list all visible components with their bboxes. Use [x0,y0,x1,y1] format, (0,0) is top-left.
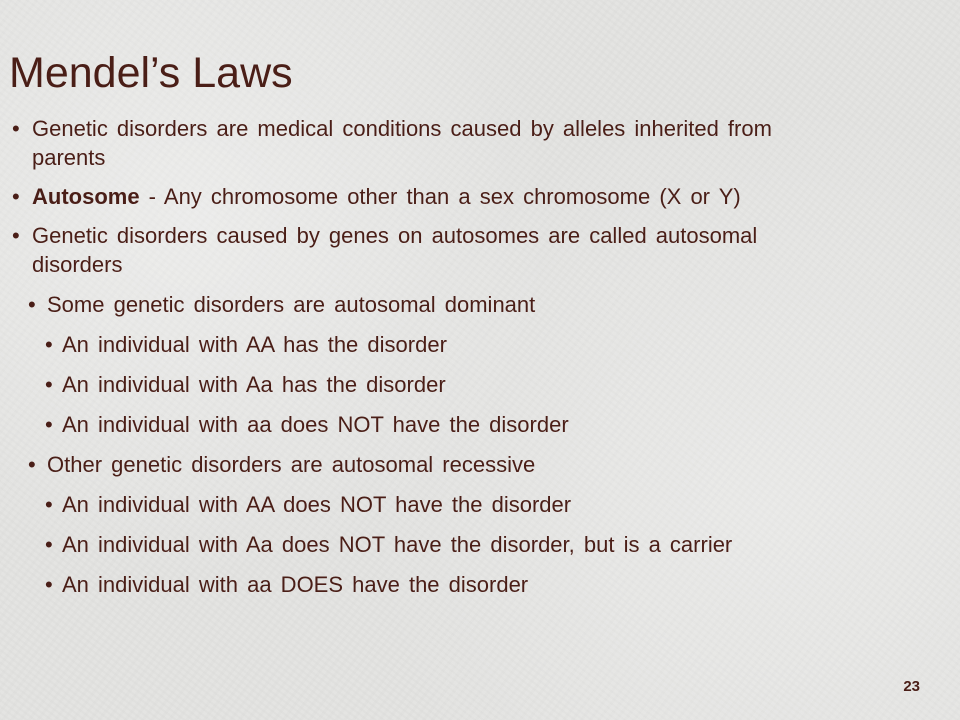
sub-sub-bullet-item [12,570,852,599]
page-number: 23 [903,678,920,695]
bullet-icon: • [12,223,20,248]
bullet-icon: • [28,452,36,477]
bullet-icon: • [45,572,53,597]
bullet-term: Autosome [32,184,140,209]
bullet-text: An individual with Aa does NOT have the disorder, but is a carrier [62,532,733,557]
bullet-item [12,182,842,211]
sub-sub-bullet-item [12,490,852,519]
bullet-icon: • [12,116,20,141]
bullet-icon: • [12,184,20,209]
bullet-item [12,114,842,172]
bullet-icon: • [28,292,36,317]
bullet-text: An individual with AA has the disorder [62,332,447,357]
bullet-list [12,114,912,599]
bullet-icon: • [45,412,53,437]
bullet-text: An individual with aa does NOT have the disorder [62,412,569,437]
bullet-icon: • [45,492,53,517]
bullet-text: An individual with Aa has the disorder [62,372,446,397]
slide-title: Mendel’s Laws [9,49,293,97]
bullet-text: Some genetic disorders are autosomal dominant [47,292,536,317]
bullet-item [12,221,842,279]
sub-sub-bullet-item [12,410,852,439]
bullet-text: Genetic disorders are medical conditions caused by alleles inherited from parents [32,116,772,170]
sub-sub-bullet-item [12,330,852,359]
sub-sub-bullet-item [12,530,852,559]
bullet-text: An individual with AA does NOT have the disorder [62,492,572,517]
bullet-text: Other genetic disorders are autosomal recessive [47,452,536,477]
sub-bullet-item [12,290,912,319]
bullet-icon: • [45,532,53,557]
sub-bullet-item [12,450,912,479]
bullet-icon: • [45,372,53,397]
bullet-text: - Any chromosome other than a sex chromosome (X or Y) [139,184,741,209]
bullet-icon: • [45,332,53,357]
bullet-text: An individual with aa DOES have the disorder [62,572,529,597]
sub-sub-bullet-item [12,370,852,399]
bullet-text: Genetic disorders caused by genes on autosomes are called autosomal disorders [32,223,758,277]
